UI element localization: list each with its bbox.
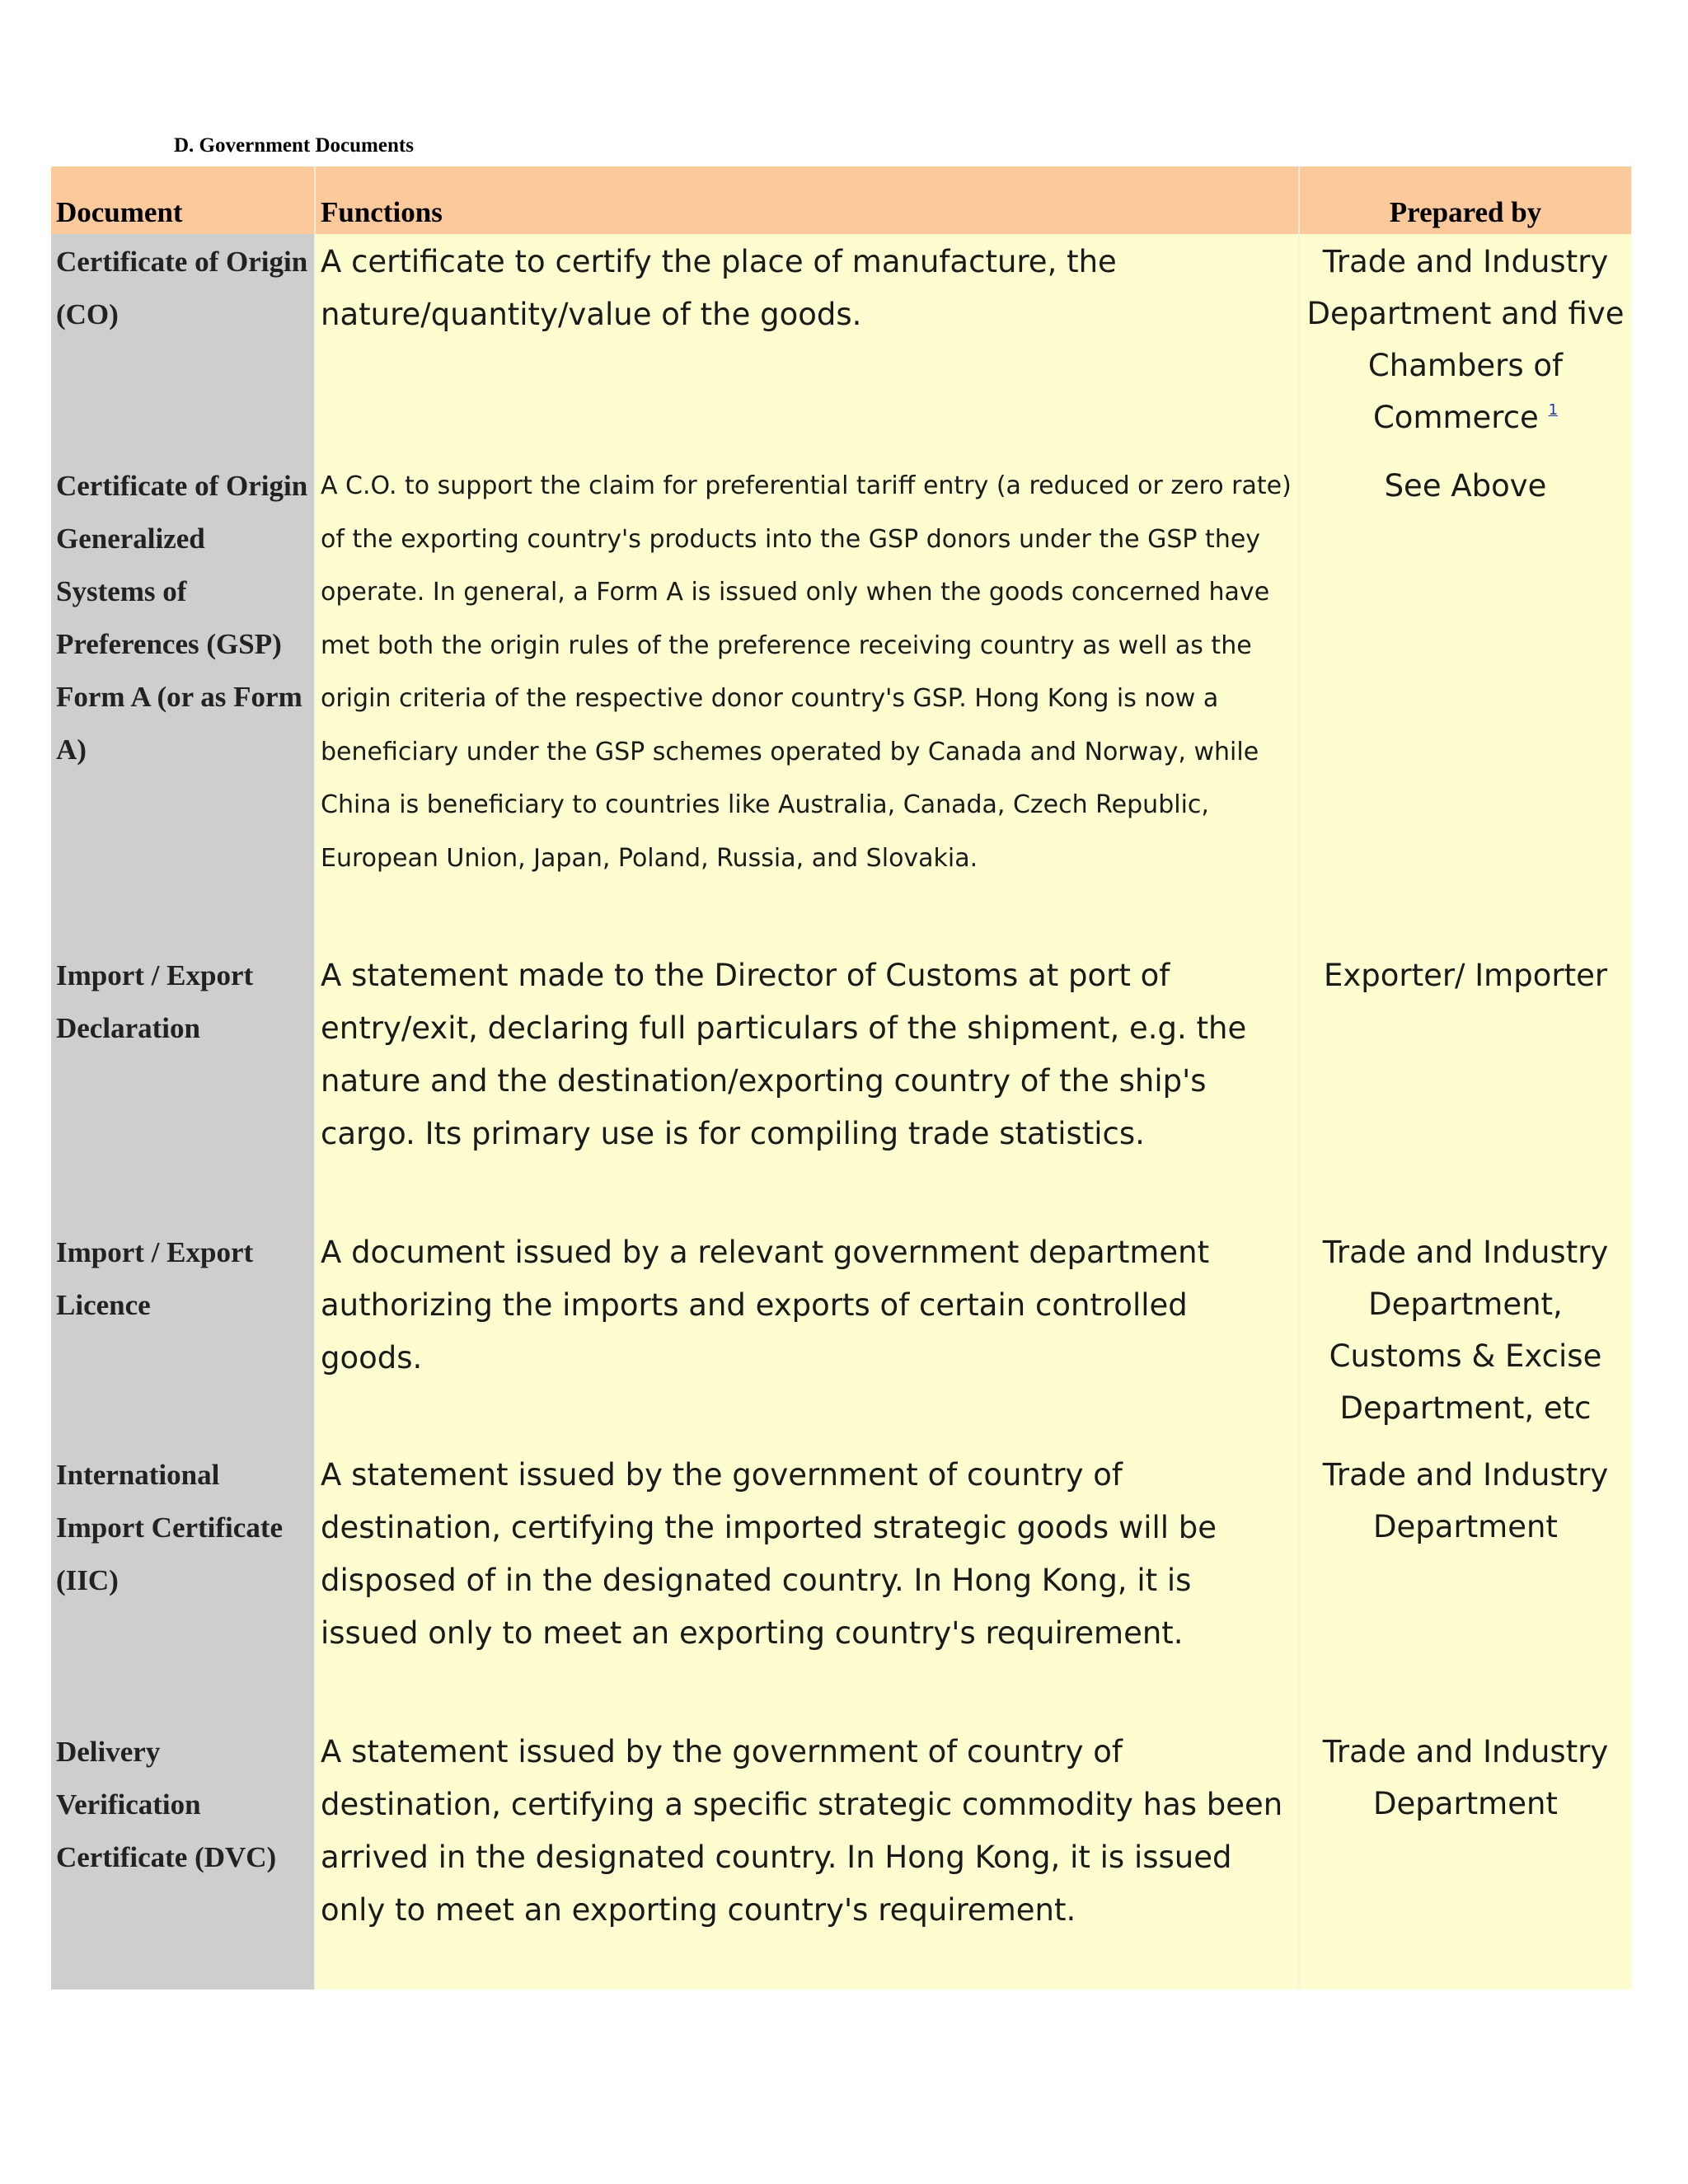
document-name: Delivery Verification Certificate (DVC) <box>56 1736 277 1873</box>
table-header-row <box>51 166 1631 234</box>
table-row <box>51 458 1631 948</box>
header-document: Document <box>51 166 315 234</box>
functions-cell <box>315 458 1299 948</box>
document-cell <box>51 1447 315 1724</box>
prepared-by-cell <box>1299 1724 1631 1990</box>
document-name: International Import Certificate (IIC) <box>56 1459 284 1596</box>
document-name: Certificate of Origin (CO) <box>56 246 308 330</box>
document-cell <box>51 948 315 1225</box>
functions-cell <box>315 1225 1299 1447</box>
functions-text: A C.O. to support the claim for preferential tariff entry (a reduced or zero rate) of the exporting country's products into the GSP donors under the GSP they operate. In general, a Form A is issued only when the goods concerned have met both the origin rules of the preference receiving country as well as the origin criteria of the respective donor country's GSP. Hong Kong is now a beneficiary under the GSP schemes operated by Canada and Norway, while China is beneficiary to countries like Australia, Canada, Czech Republic, European Union, Japan, Poland, Russia, and Slovakia. <box>321 471 1292 873</box>
document-cell <box>51 234 315 458</box>
prepared-by-text: Trade and Industry Department <box>1322 1734 1609 1821</box>
document-cell <box>51 458 315 948</box>
prepared-by-cell <box>1299 458 1631 948</box>
table-row <box>51 1724 1631 1990</box>
document-name: Import / Export Declaration <box>56 959 254 1044</box>
functions-text: A statement issued by the government of country of destination, certifying a specific strategic commodity has been arrived in the designated country. In Hong Kong, it is issued only to meet an exporting country's requirement. <box>321 1734 1283 1928</box>
prepared-by-text: Exporter/ Importer <box>1323 958 1608 993</box>
document-name: Certificate of Origin Generalized Systems of Preferences (GSP) Form A (or as Form A) <box>56 470 308 766</box>
table-row <box>51 1447 1631 1724</box>
functions-cell <box>315 1447 1299 1724</box>
header-prepared-by: Prepared by <box>1299 166 1631 234</box>
prepared-by-cell <box>1299 1225 1631 1447</box>
prepared-by-text: Trade and Industry Department, Customs & Excise Department, etc <box>1322 1235 1609 1426</box>
functions-cell <box>315 1724 1299 1990</box>
prepared-by-text: See Above <box>1384 468 1547 504</box>
table-row <box>51 234 1631 458</box>
document-cell <box>51 1724 315 1990</box>
prepared-by-cell <box>1299 234 1631 458</box>
prepared-by-cell <box>1299 1447 1631 1724</box>
functions-text: A statement made to the Director of Customs at port of entry/exit, declaring full particulars of the shipment, e.g. the nature and the destination/exporting country of the ship's cargo. Its primary use is for compiling trade statistics. <box>321 958 1247 1151</box>
document-cell <box>51 1225 315 1447</box>
document-name: Import / Export Licence <box>56 1236 254 1321</box>
prepared-by-text: Trade and Industry Department and five Chambers of Commerce <box>1306 244 1625 435</box>
prepared-by-text: Trade and Industry Department <box>1322 1457 1609 1544</box>
functions-cell <box>315 234 1299 458</box>
prepared-by-cell <box>1299 948 1631 1225</box>
functions-text: A statement issued by the government of country of destination, certifying the imported strategic goods will be disposed of in the designated country. In Hong Kong, it is issued only to meet an exporting country's requirement. <box>321 1457 1217 1651</box>
functions-cell <box>315 948 1299 1225</box>
government-documents-table <box>51 166 1631 1990</box>
functions-text: A certificate to certify the place of manufacture, the nature/quantity/value of the goods. <box>321 244 1117 332</box>
functions-text: A document issued by a relevant government department authorizing the imports and exports of certain controlled goods. <box>321 1235 1210 1376</box>
table-row <box>51 948 1631 1225</box>
footnote-link[interactable]: 1 <box>1548 401 1559 419</box>
section-title: D. Government Documents <box>174 134 414 157</box>
table-row <box>51 1225 1631 1447</box>
header-functions: Functions <box>315 166 1299 234</box>
